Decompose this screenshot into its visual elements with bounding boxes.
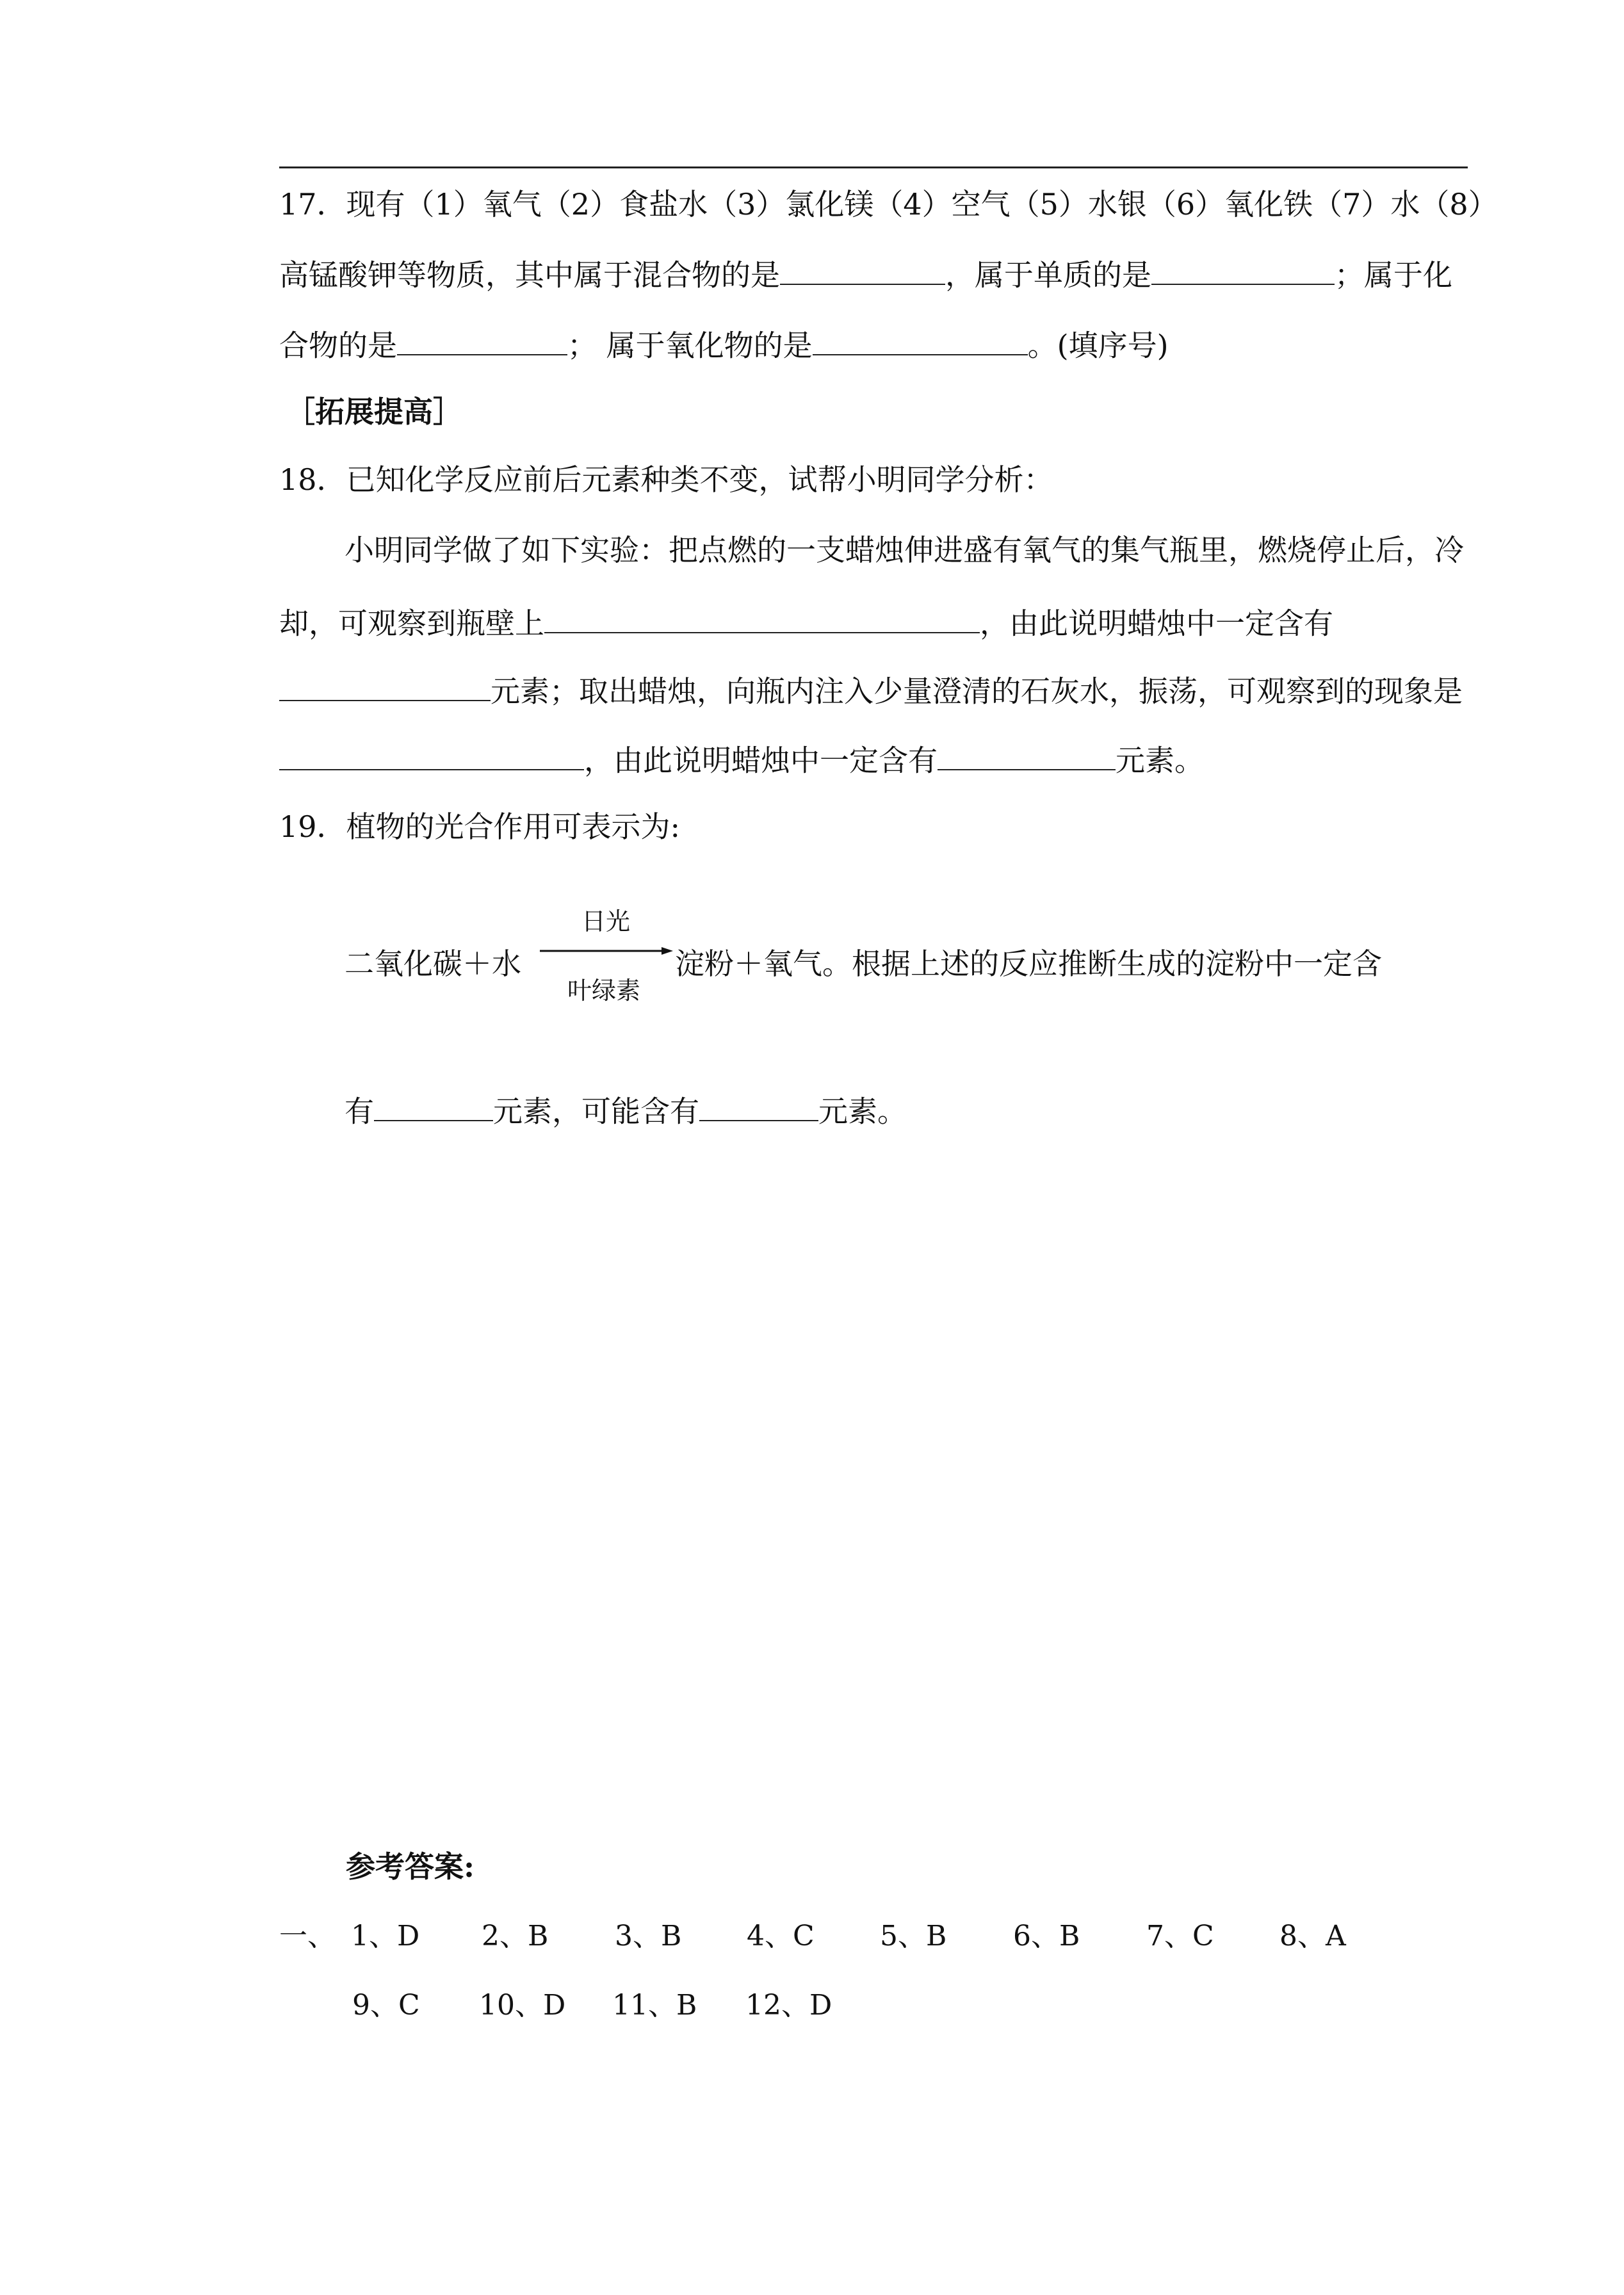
q18-line1: 小明同学做了如下实验：把点燃的一支蜡烛伸进盛有氧气的集气瓶里，燃烧停止后，冷 [345,533,1464,567]
q18-line4 [279,743,1204,778]
answer-blank[interactable] [938,743,1116,770]
q18-line2 [279,606,1333,641]
answer-blank[interactable] [397,328,567,355]
answer-item: 3、B [615,1920,682,1952]
q17-text: 。(填序号) [1027,328,1169,363]
q19-products: 淀粉＋氧气。根据上述的反应推断生成的淀粉中一定含 [675,946,1382,981]
answer-blank[interactable] [699,1094,818,1121]
answer-blank[interactable] [279,674,491,701]
q19-intro: 19．植物的光合作用可表示为: [279,809,681,844]
answer-blank[interactable] [279,743,584,770]
answer-item: 9、C [352,1989,420,2022]
q19-reactants: 二氧化碳＋水 [345,946,521,981]
q18-text: 元素；取出蜡烛，向瓶内注入少量澄清的石灰水，振荡，可观察到的现象是 [491,674,1463,709]
q19-text: 元素，可能含有 [493,1094,699,1129]
q17-text: ，属于单质的是 [945,257,1151,293]
section-heading: ［拓展提高］ [286,394,462,429]
q19-condition-bottom: 叶绿素 [567,977,641,1005]
answer-blank[interactable] [780,257,945,285]
answer-item: 1、D [351,1920,420,1952]
q19-condition-top: 日光 [581,907,631,936]
q18-text: 元素。 [1116,743,1204,778]
answer-blank[interactable] [544,606,980,633]
q17-text: 合物的是 [279,328,397,363]
q17-line3 [279,328,1169,363]
answers-title: 参考答案: [346,1849,475,1884]
answer-item: 4、C [747,1920,815,1952]
q18-text: ，由此说明蜡烛中一定含有 [980,606,1333,641]
q19-line2 [345,1094,907,1129]
q18-intro: 18．已知化学反应前后元素种类不变，试帮小明同学分析： [279,462,1053,497]
answer-item: 7、C [1146,1920,1214,1952]
answer-item: 10、D [479,1989,566,2022]
answer-item: 5、B [880,1920,947,1952]
q17-text: ；属于化 [1335,257,1452,293]
answers-prefix: 一、 [279,1920,336,1952]
reaction-arrow-icon [540,946,673,955]
answer-item: 12、D [745,1989,832,2022]
q17-line1: 17．现有（1）氧气（2）食盐水（3）氯化镁（4）空气（5）水银（6）氧化铁（7）水（8） [279,187,1498,222]
top-rule [279,166,1468,168]
answer-blank[interactable] [1151,257,1335,285]
q19-text: 有 [345,1094,374,1129]
q17-line2 [279,257,1452,293]
q18-text: 却，可观察到瓶壁上 [279,606,544,641]
q19-text: 元素。 [818,1094,907,1129]
answer-item: 8、A [1279,1920,1346,1952]
q17-text: 高锰酸钾等物质，其中属于混合物的是 [279,257,780,293]
answer-blank[interactable] [374,1094,493,1121]
answer-item: 11、B [612,1989,697,2022]
q18-text: ，由此说明蜡烛中一定含有 [584,743,938,778]
answer-item: 2、B [482,1920,549,1952]
q17-text: ； 属于氧化物的是 [567,328,813,363]
answer-item: 6、B [1013,1920,1080,1952]
q18-line3 [279,674,1463,709]
answer-blank[interactable] [813,328,1028,355]
